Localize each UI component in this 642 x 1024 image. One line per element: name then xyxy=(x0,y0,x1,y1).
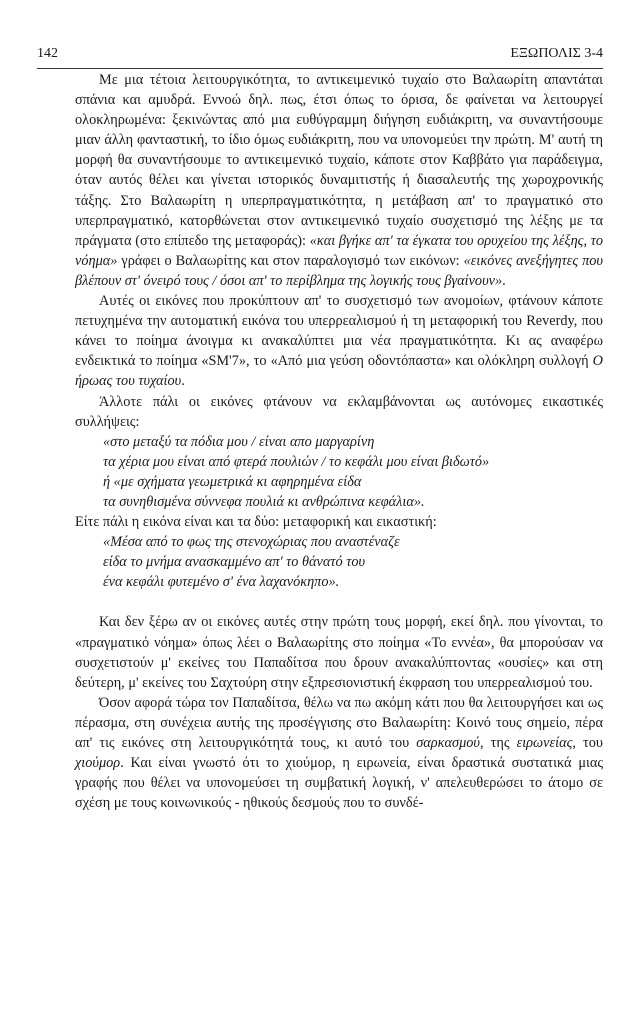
section-spacer xyxy=(75,592,603,612)
poem-line: ένα κεφάλι φυτεμένο σ' ένα λαχανόκηπο». xyxy=(103,574,340,591)
term-italic: ειρωνείας xyxy=(516,735,573,751)
poem-line: είδα το μνήμα ανασκαμμένο απ' το θάνατό του xyxy=(103,554,366,571)
paragraph-5: Και δεν ξέρω αν οι εικόνες αυτές στην πρώτη τους μορφή, εκεί δηλ. που γίνονται, το «πραγματικό νόημα» όπως λέει ο Βαλαωρίτης στο ποίημα «Το εννέα», θα μπορούσαν να συσχετιστούν μ' εκείνες του Παπαδίτσα που δρουν ανακαλύπτοντας «ουσίες» και στη δεύτερη, μ' εκείνες του Σαχτούρη στην εξπρεσιονιστική έκφραση του υπερρεαλισμού του. xyxy=(75,614,603,691)
text-run: Με μια τέτοια λειτουργικότητα, το αντικειμενικό τυχαίο στο Βαλαωρίτη απαντάται σπάνια και αμυδρά. Εννοώ δηλ. πως, έτσι όπως το όρισα, δε φαίνεται να λειτουργεί ολοκληρωμένα: ξεκινώντας από μια ευθύγραμμη διήγηση ευδιάκριτη, να συναντήσουμε μιαν άλλη φανταστική, το ίδιο όμως ευδιάκριτη, που να υπονομεύει την πρώτη. Μ' αυτή τη μορφή θα συναντήσουμε το αντικειμενικό τυχαίο, κάποτε στον Καββάτο για παράδειγμα, όταν αυτός θέλει και γίνεται ιστορικός δυναμιτιστής ή διασαλευτής της χωροχρονικής τάξης. Στο Βαλαωρίτη η υπερπραγματικότητα, η μετάβαση απ' το πραγματικό στο υπερπραγματικό, κατορθώνεται στον αντικειμενικό τυχαίο συσχετισμό της λέξης με τα πράγματα (στο επίπεδο της μεταφοράς): xyxy=(75,72,603,249)
paragraph-2 xyxy=(75,291,603,391)
paragraph-1 xyxy=(75,70,603,291)
text-run: . xyxy=(181,373,185,390)
text-run: . Και είναι γνωστό ότι το χιούμορ, η ειρωνεία, είναι δραστικά συστατικά μιας γραφής που θέλει να υπονομεύσει τη συμβατική λογική, ν' απελευθερώσει το άτομο σε σχέση με τους κοινωνικούς - ηθικούς δεσμούς που το συνδέ- xyxy=(75,755,603,812)
paragraph-3: Άλλοτε πάλι οι εικόνες φτάνουν να εκλαμβάνονται ως αυτόνομες εικαστικές συλλήψεις: xyxy=(75,393,603,430)
text-run: Αυτές οι εικόνες που προκύπτουν απ' το συσχετισμό των ανομοίων, φτάνουν κάποτε πετυχημένα την αυτοματική εικόνα του υπερρεαλισμού ή τη μεταφορική του Reverdy, που κάνει το ποίημα άνοιγμα κι ανακαλύπτει μια νέα πραγματικότητα. Κι ας αναφέρω ενδεικτικά το ποίημα «SM'7», το «Από μια γεύση οδοντόπαστα» και ολόκληρη συλλογή xyxy=(75,293,603,370)
text-run: . xyxy=(502,272,506,289)
quote-italic: «και βγήκε απ' τα έγκατα του ορυχείου της λέξης, το νόημα» xyxy=(75,232,603,269)
collection-title: Ο ήρωας του τυχαίου xyxy=(75,353,603,390)
quote-italic: «εικόνες ανεξήγητες που βλέπουν στ' όνειρό τους / όσοι απ' το περίβλημα της λογικής τους βγαίνουν» xyxy=(75,252,603,289)
page-header xyxy=(37,44,603,69)
poem-quote-1 xyxy=(75,432,603,512)
running-title: ΕΞΩΠΟΛΙΣ 3-4 xyxy=(510,46,603,61)
term-italic: χιούμορ xyxy=(75,755,121,772)
text-run: , της xyxy=(479,735,517,751)
poem-line: «Μέσα από το φως της στενοχώριας που αναστέναζε xyxy=(103,534,400,551)
text-run: , του xyxy=(572,735,603,751)
text-run: Όσον αφορά τώρα τον Παπαδίτσα, θέλω να πω ακόμη κάτι που θα λειτουργήσει και ως πέρασμα, στη συνέχεια αυτής της προσέγγισης στο Βαλαωρίτη: Κοινό τους σημείο, πέρα απ' τις εικόνες στη λειτουργικότητά τους, κι αυτό του xyxy=(75,694,603,751)
poem-line: τα συνηθισμένα σύννεφα πουλιά κι ανθρώπινα κεφάλια». xyxy=(103,493,425,510)
paragraph-4: Είτε πάλι η εικόνα είναι και τα δύο: μεταφορική και εικαστική: xyxy=(75,514,437,531)
poem-line: τα χέρια μου είναι από φτερά πουλιών / το κεφάλι μου είναι βιδωτό» xyxy=(103,453,490,470)
poem-line: ή «με σχήματα γεωμετρικά κι αφηρημένα είδα xyxy=(103,473,362,490)
page-number: 142 xyxy=(37,46,58,61)
paragraph-6 xyxy=(75,693,603,814)
body-text xyxy=(75,70,603,813)
text-run: γράφει ο Βαλαωρίτης και στον παραλογισμό των εικόνων: xyxy=(117,252,464,269)
term-italic: σαρκασμού xyxy=(416,735,480,751)
poem-line: «στο μεταξύ τα πόδια μου / είναι απο μαργαρίνη xyxy=(103,433,375,450)
poem-quote-2 xyxy=(75,532,603,592)
